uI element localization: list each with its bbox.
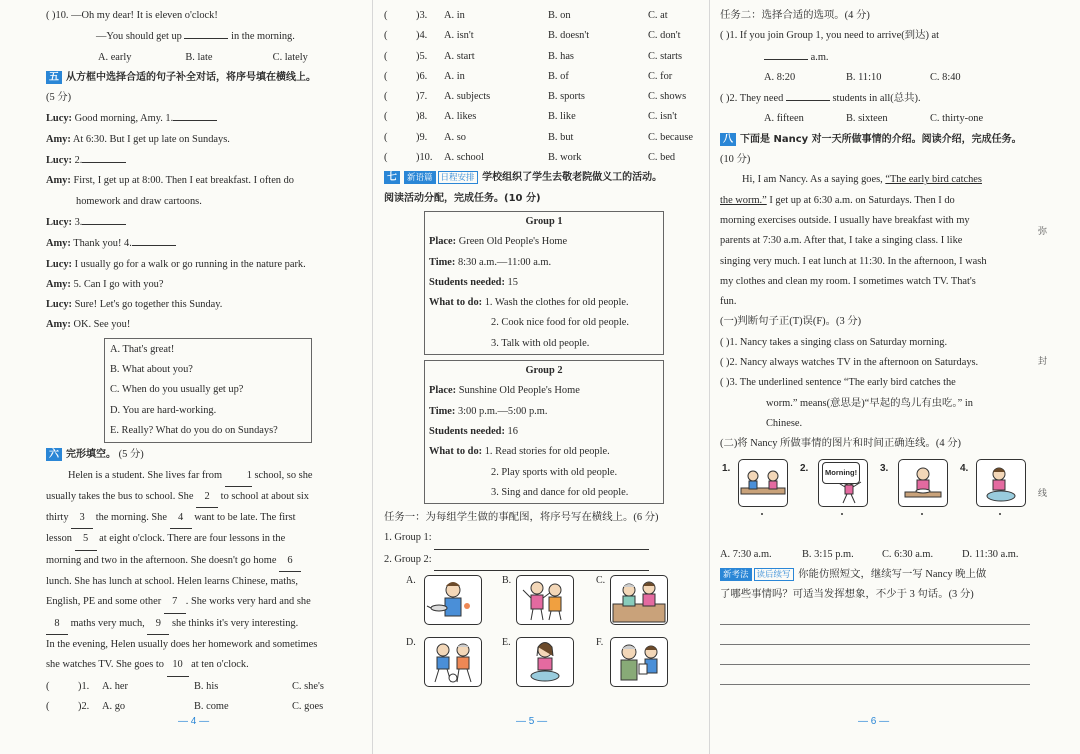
- group-title: Group 2: [525, 365, 563, 377]
- section-points: (5 分): [46, 92, 72, 104]
- q10-sub: —You should get up in the morning.: [46, 26, 360, 47]
- cloze-blank[interactable]: 1: [225, 466, 252, 487]
- part-3-title: 了哪些事情吗？可适当发挥想象，不少于 3 句话。(3 分): [720, 589, 974, 601]
- page-number: — 6 —: [858, 716, 890, 727]
- dialog-line: Amy: At 6:30. But I get up late on Sundays.: [46, 133, 230, 145]
- tag: 日程安排: [438, 171, 478, 184]
- task-1-title: 任务一：为每组学生做的事配图，将序号写在横线上。(6 分): [384, 512, 659, 524]
- washing-picture: [516, 637, 574, 687]
- cloze-line: usually takes the bus to school. She 2 to school at about six: [46, 487, 360, 508]
- nancy-passage: [720, 170, 1030, 312]
- task-2-title: 任务二：选择合适的选项。(4 分): [720, 10, 870, 21]
- tf-question: ( )1. Nancy takes a singing class on Saturday morning.: [720, 336, 948, 348]
- section-8-header: 八 下面是 Nancy 对一天所做事情的介绍。阅读介绍，完成任务。: [720, 130, 1030, 150]
- cloze-line: 8 maths very much, 9 she thinks it's very interesting.: [46, 614, 360, 635]
- dialog-line: Lucy: Sure! Let's go together this Sunday.: [46, 299, 223, 311]
- passage-line: parents at 7:30 a.m. After that, I take a singing class. I like: [720, 235, 963, 247]
- passage-line: singing very much. I eat lunch at 11:30. In the afternoon, I wash: [720, 255, 987, 267]
- group-2-answer: 2. Group 2:: [384, 550, 700, 571]
- section-5-header: 五 从方框中选择合适的句子补全对话，将序号填在横线上。: [46, 68, 360, 88]
- cloze-line: thirty 3 the morning. She 4 want to be late. The first: [46, 508, 360, 529]
- cloze-line: English, PE and some other 7. She works very hard and she: [46, 592, 360, 613]
- dialog-line: Amy: Thank you! 4.: [46, 233, 360, 254]
- section-6-header: 六 完形填空。 (5 分): [46, 445, 360, 465]
- passage-line: my clothes and clean my room. I sometimes watch TV. That's: [720, 275, 976, 287]
- cloze-blank[interactable]: 6: [279, 551, 301, 572]
- match-dot[interactable]: [761, 513, 763, 515]
- q10-options: A. early B. late C. lately: [98, 51, 308, 63]
- section-number: 八: [720, 133, 736, 146]
- answer-blank[interactable]: [173, 108, 217, 121]
- dialog-line: Lucy: 2.: [46, 150, 360, 171]
- mc-row: ( )6. A. in B. of C. for: [384, 70, 673, 82]
- reading-picture: [610, 637, 668, 687]
- mc-row: ( )3. A. in B. on C. at: [384, 10, 668, 21]
- answer-line[interactable]: [434, 528, 649, 549]
- cloze-line: In the evening, Helen usually does her homework and sometimes: [46, 638, 318, 650]
- q1-options: A. 8:20 B. 11:10 C. 8:40: [764, 71, 961, 83]
- cloze-line: Helen is a student. She lives far from 1 school, so she: [46, 466, 360, 487]
- margin-seal-char: 线: [1038, 489, 1048, 499]
- question: ( )1. If you join Group 1, you need to arrive(到达) at: [720, 30, 940, 42]
- choice-item: B. What about you?: [110, 364, 193, 376]
- page-number: — 5 —: [516, 716, 548, 727]
- section-number: 五: [46, 71, 62, 84]
- choice-item: D. You are hard-working.: [110, 404, 217, 416]
- dialog-line: Amy: 5. Can I go with you?: [46, 278, 164, 290]
- passage-line: the worm.” I get up at 6:30 a.m. on Saturdays. Then I do: [720, 194, 955, 206]
- group-1-answer: 1. Group 1:: [384, 528, 700, 549]
- match-dot[interactable]: [999, 513, 1001, 515]
- answer-blank[interactable]: [184, 26, 228, 39]
- answer-line[interactable]: [434, 550, 649, 571]
- matching-pictures: 1. 2. Morning! 3. 4.: [720, 455, 1030, 545]
- cloze-line: lesson 5 at eight o'clock. There are four lessons in the: [46, 529, 360, 550]
- q2-options: A. fifteen B. sixteen C. thirty-one: [764, 113, 984, 125]
- writing-line[interactable]: [720, 665, 1030, 685]
- mc-row: ( )9. A. so B. but C. because: [384, 131, 694, 143]
- answer-blank[interactable]: [132, 233, 176, 246]
- talking-picture: [610, 575, 668, 625]
- dialog-line: Lucy: Good morning, Amy. 1.: [46, 108, 360, 129]
- exercise-picture: Morning!: [818, 459, 868, 507]
- section-number: 七: [384, 171, 400, 184]
- writing-line[interactable]: [720, 625, 1030, 645]
- tag: 新考法: [720, 568, 752, 581]
- mc-row: ( )8. A. likes B. like C. isn't: [384, 111, 678, 123]
- answer-blank[interactable]: [786, 88, 830, 101]
- mc-list: [384, 6, 700, 168]
- section-points: (10 分): [720, 154, 751, 166]
- tag: 新语篇: [404, 171, 436, 184]
- breakfast-picture: [738, 459, 788, 507]
- question: ( )2. They need students in all(总共).: [720, 88, 1030, 109]
- page-middle: [384, 6, 700, 691]
- laundry-picture: [976, 459, 1026, 507]
- picture-grid: A. B. C. D. E. F.: [384, 571, 700, 691]
- part-3-header: 新考法 读后续写 你能仿照短文，继续写一写 Nancy 晚上做: [720, 565, 1030, 585]
- time-options: A. 7:30 a.m. B. 3:15 p.m. C. 6:30 a.m. D. 11:30 a.m.: [720, 548, 1019, 560]
- mc-row: ( )4. A. isn't B. doesn't C. don't: [384, 30, 681, 42]
- cloze-blank[interactable]: 8: [46, 614, 68, 635]
- dialog-line: Amy: First, I get up at 8:00. Then I eat breakfast. I often do: [46, 175, 294, 187]
- tag: 读后续写: [754, 568, 794, 581]
- page-left: [46, 6, 360, 717]
- cloze-blank[interactable]: 7: [164, 592, 186, 613]
- choice-item: C. When do you usually get up?: [110, 384, 244, 396]
- mc-row: ( )7. A. subjects B. sports C. shows: [384, 91, 687, 103]
- cooking-picture: [424, 575, 482, 625]
- cloze-line: lunch. She has lunch at school. Helen learns Chinese, maths,: [46, 576, 298, 588]
- margin-seal-char: 封: [1038, 357, 1048, 367]
- mc-row: ( )5. A. start B. has C. starts: [384, 50, 683, 62]
- part-2-title: (二)将 Nancy 所做事情的图片和时间正确连线。(4 分): [720, 438, 961, 450]
- page-divider: [372, 0, 373, 754]
- dancing-picture: [516, 575, 574, 625]
- section-7-header: 七 新语篇 日程安排 学校组织了学生去敬老院做义工的活动。: [384, 168, 700, 188]
- group-1-card: Group 1 Place: Green Old People's Home Time: 8:30 a.m.—11:00 a.m. Students needed: 15 What to do: 1. Wash the clothes for old people. 2. Cook nice food for old people. 3. Talk with old people.: [424, 211, 664, 355]
- mc-row: ( )2. A. go B. come C. goes: [46, 700, 324, 712]
- cloze-blank[interactable]: 3: [71, 508, 93, 529]
- part-1-title: (一)判断句子正(T)误(F)。(3 分): [720, 316, 862, 328]
- cloze-line: morning and two in the afternoon. She doesn't go home 6: [46, 551, 360, 572]
- passage-line: morning exercises outside. I usually have breakfast with my: [720, 214, 970, 226]
- page-number: — 4 —: [178, 716, 210, 727]
- dialogue: [46, 108, 360, 335]
- writing-line[interactable]: [720, 645, 1030, 665]
- dialog-line: homework and draw cartoons.: [76, 195, 202, 207]
- q10-line: ( )10. —Oh my dear! It is eleven o'clock!: [46, 10, 218, 21]
- match-dot[interactable]: [921, 513, 923, 515]
- writing-line[interactable]: [720, 605, 1030, 625]
- section-number: 六: [46, 448, 62, 461]
- answer-blank[interactable]: [82, 150, 126, 163]
- mc-row: ( )10. A. school B. work C. bed: [384, 152, 676, 164]
- question-cont: a.m.: [720, 47, 1030, 68]
- passage-line: fun.: [720, 296, 737, 308]
- cloze-blank[interactable]: 9: [147, 614, 169, 635]
- choice-box: [104, 338, 312, 443]
- sports-picture: [424, 637, 482, 687]
- cloze-blank[interactable]: 2: [196, 487, 218, 508]
- group-2-card: Group 2 Place: Sunshine Old People's Home Time: 3:00 p.m.—5:00 p.m. Students needed: 16 What to do: 1. Read stories for old people. 2. Play sports with old people. 3. Sing and dance for old people.: [424, 360, 664, 504]
- passage-line: Hi, I am Nancy. As a saying goes, “The early bird catches: [742, 174, 982, 186]
- cloze-blank[interactable]: 5: [75, 529, 97, 550]
- answer-blank[interactable]: [764, 47, 808, 60]
- mc-row: ( )1. A. her B. his C. she's: [46, 680, 324, 692]
- cloze-blank[interactable]: 10: [167, 655, 189, 676]
- match-dot[interactable]: [841, 513, 843, 515]
- section-subtitle: 阅读活动分配，完成任务。(10 分): [384, 192, 541, 204]
- choice-item: A. That's great!: [110, 343, 175, 355]
- dialog-line: Lucy: I usually go for a walk or go running in the nature park.: [46, 258, 306, 270]
- lunch-picture: [898, 459, 948, 507]
- tf-question: ( )3. The underlined sentence “The early bird catches the: [720, 377, 956, 389]
- page-divider: [709, 0, 710, 754]
- cloze-line: she watches TV. She goes to 10 at ten o'clock.: [46, 655, 360, 676]
- margin-seal-char: 弥: [1038, 227, 1048, 237]
- group-title: Group 1: [525, 215, 563, 227]
- choice-item: E. Really? What do you do on Sundays?: [110, 424, 278, 436]
- dialog-line: Lucy: 3.: [46, 212, 360, 233]
- answer-blank[interactable]: [82, 212, 126, 225]
- page-right: 任务二：选择合适的选项。(4 分) ( )1. If you join Group 1, you need to arrive(到达) at a.m. A. 8:20 B. 11:10 C. 8:40 ( )2. They need students in all(总共). A. fifteen B. sixteen C. thirty-one 八 下面是 Nancy 对一天所做事情的介绍。阅读介绍，完成任务。 (10 分) Hi, I am Nancy. As a saying goes, “The early bird catches the worm.” I get up at 6:30 a.m. on Saturdays. Then I do morning exercises outside. I usually have breakfast with my parents at 7:30 a.m. After that, I take a singing class. I like singing very much. I eat lunch at 11:30. In the afternoon, I wash my clothes and clean my room. I sometimes watch TV. That's fun. (一)判断句子正(T)误(F)。(3 分) ( )1. Nancy takes a singing class on Saturday morning. ( )2. Nancy always watches TV in the afternoon on Saturdays. ( )3. The underlined sentence “The early bird catches the worm.” means(意思是)“早起的鸟儿有虫吃。” in Chinese. (二)将 Nancy 所做事情的图片和时间正确连线。(4 分) 1. 2. Morning! 3. 4. A. 7:30 a.m. B. 3:15 p.m. C. 6:30 a.m. D. 11:30 a.m. 新考法 读后续写 你能仿照短文，继续写一写 Nancy 晚上做 了哪些事情吗？可适当发挥想象，不少于 3 句话。(3 分): [720, 6, 1030, 685]
- cloze-passage: [46, 466, 360, 677]
- dialog-line: Amy: OK. See you!: [46, 319, 131, 331]
- cloze-blank[interactable]: 4: [170, 508, 192, 529]
- tf-question: ( )2. Nancy always watches TV in the afternoon on Saturdays.: [720, 357, 979, 369]
